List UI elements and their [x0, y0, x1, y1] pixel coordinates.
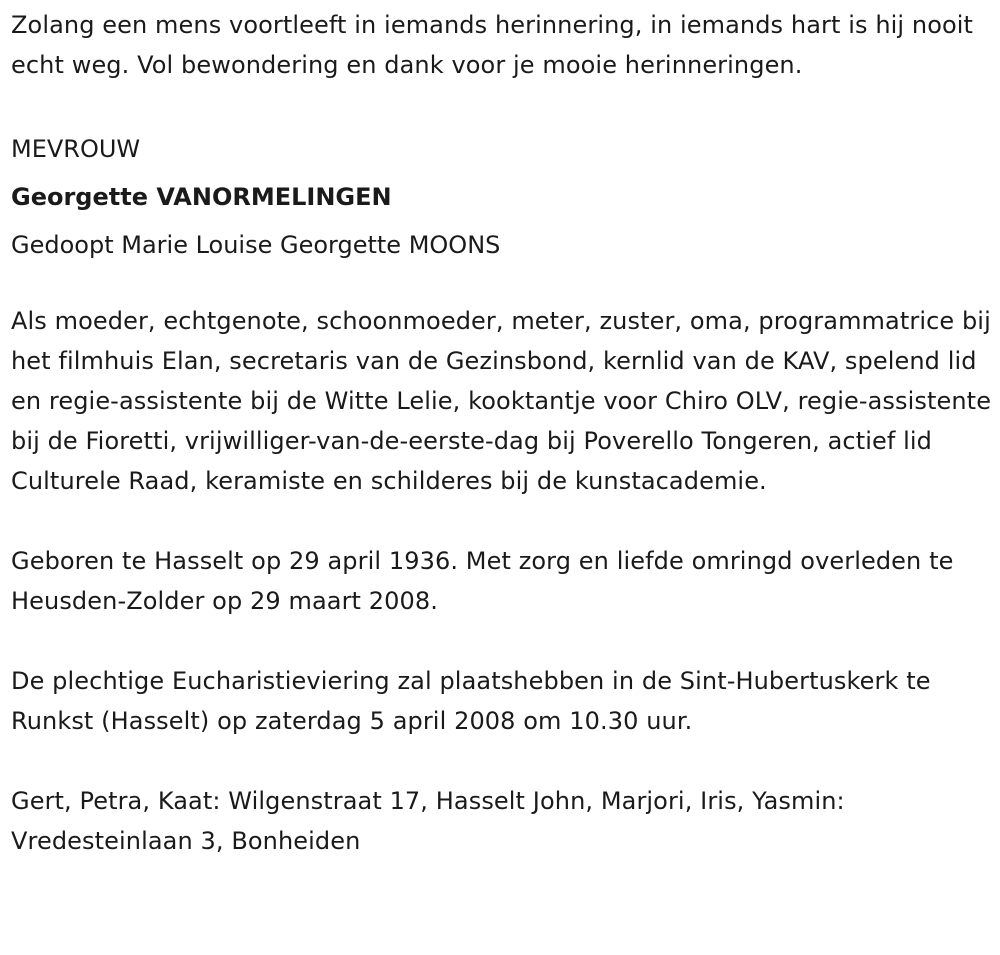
title-label: MEVROUW [11, 135, 141, 163]
spacer [11, 621, 996, 661]
roles-paragraph: Als moeder, echtgenote, schoonmoeder, meter, zuster, oma, programmatrice bij het filmhuis Elan, secretaris van de Gezinsbond, kernlid van de KAV, spelend lid en regie-assistente bij de Witte Lelie, kooktantje voor Chiro OLV, regie-assistente bij de Fioretti, vrijwilliger-van-de-eerste-dag bij Poverello Tongeren, actief lid Culturele Raad, keramiste en schilderes bij de kunstacademie. [11, 307, 992, 495]
spacer [11, 501, 996, 541]
deceased-name: Georgette VANORMELINGEN [11, 183, 392, 211]
birth-name: Gedoopt Marie Louise Georgette MOONS [11, 231, 501, 259]
spacer [11, 269, 996, 301]
spacer [11, 741, 996, 781]
memorial-quote: Zolang een mens voortleeft in iemands herinnering, in iemands hart is hij nooit echt weg. Vol bewondering en dank voor je mooie herinneringen. [11, 11, 974, 79]
birth-death-paragraph: Geboren te Hasselt op 29 april 1936. Met zorg en liefde omringd overleden te Heusden-Zolder op 29 maart 2008. [11, 547, 954, 615]
spacer [11, 85, 996, 125]
addresses-paragraph: Gert, Petra, Kaat: Wilgenstraat 17, Hasselt John, Marjori, Iris, Yasmin: Vredesteinlaan 3, Bonheiden [11, 787, 845, 855]
death-notice [11, 0, 996, 861]
ceremony-paragraph: De plechtige Eucharistieviering zal plaatshebben in de Sint-Hubertuskerk te Runkst (Hasselt) op zaterdag 5 april 2008 om 10.30 uur. [11, 667, 931, 735]
